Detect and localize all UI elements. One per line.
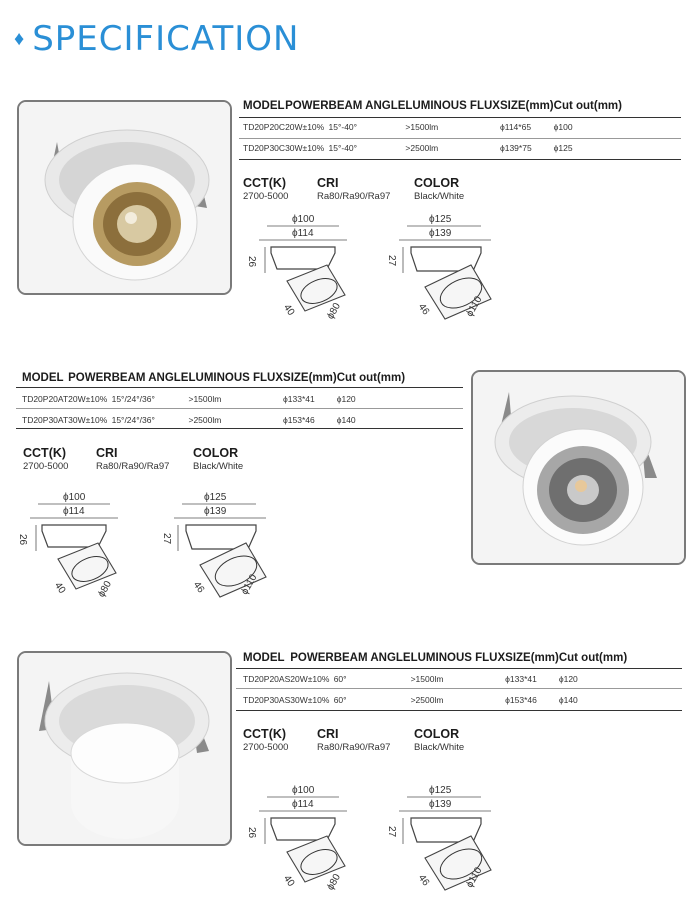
cell-luminous-flux: >2500lm	[410, 694, 444, 705]
cri-label: CRI	[317, 176, 339, 190]
col-header-cut-out: Cut out(mm)	[553, 100, 622, 112]
col-header-beam-angle: BEAM ANGLE	[333, 652, 411, 664]
dim-height: 27	[386, 255, 397, 267]
dim-height: 26	[246, 827, 257, 839]
dim-diameter: ϕ80	[325, 301, 344, 322]
table-rule	[239, 159, 681, 160]
col-header-model: MODEL	[22, 372, 64, 384]
spec-table	[243, 96, 622, 158]
cell-power: 20W±10%	[68, 393, 108, 404]
cell-luminous-flux: >2500lm	[405, 142, 439, 153]
dim-height: 27	[386, 826, 397, 838]
downlight-image	[473, 372, 684, 563]
cell-cut-out: ϕ100	[553, 121, 573, 132]
cct-block	[243, 727, 288, 753]
dim-top: ϕ100	[63, 492, 86, 503]
dim-outer: ϕ114	[292, 228, 314, 239]
cct-label: CCT(K)	[23, 446, 67, 460]
dimension-drawing-large	[386, 782, 499, 892]
dim-depth: 46	[190, 579, 207, 596]
product-photo-reflector	[471, 370, 686, 565]
dim-height: 27	[161, 533, 172, 545]
cell-power: 30W±10%	[285, 142, 325, 153]
cri-label: CRI	[317, 727, 339, 741]
cell-power: 20W±10%	[290, 673, 330, 684]
product-photo-diffuser	[17, 651, 232, 846]
dim-depth: 40	[281, 873, 297, 889]
diamond-icon: ♦	[14, 28, 25, 50]
cell-size: ϕ114*65	[499, 121, 532, 132]
cell-size: ϕ139*75	[499, 142, 532, 153]
col-header-power: POWER	[290, 652, 334, 664]
cell-cut-out: ϕ140	[558, 694, 578, 705]
table-rule	[239, 117, 681, 118]
dimension-drawing-small	[247, 211, 357, 321]
cell-size: ϕ133*41	[283, 393, 315, 404]
cell-cut-out: ϕ120	[336, 393, 356, 404]
downlight-image	[19, 653, 230, 844]
cell-cut-out: ϕ125	[553, 142, 573, 153]
color-block	[414, 727, 464, 753]
cell-luminous-flux: >1500lm	[188, 393, 222, 404]
dimension-drawing-small	[247, 782, 357, 892]
col-header-size: SIZE(mm)	[499, 100, 554, 112]
dim-top: ϕ100	[292, 214, 315, 225]
cell-cut-out: ϕ120	[558, 673, 578, 684]
table-row	[22, 409, 405, 430]
cell-model: TD20P20C	[243, 121, 286, 132]
table-rule	[239, 138, 681, 139]
color-label: COLOR	[193, 446, 239, 460]
cell-size: ϕ153*46	[505, 694, 537, 705]
cell-model: TD20P30AS	[243, 694, 291, 705]
dim-depth: 40	[281, 302, 297, 318]
cct-value: 2700-5000	[243, 742, 289, 753]
cri-value: Ra80/Ra90/Ra97	[317, 742, 391, 753]
col-header-beam-angle: BEAM ANGLE	[328, 100, 406, 112]
col-header-size: SIZE(mm)	[283, 372, 337, 384]
table-rule	[16, 387, 463, 388]
page-header	[14, 16, 300, 62]
spec-table-header	[22, 368, 405, 388]
page-title: SPECIFICATION	[32, 19, 300, 59]
cri-label: CRI	[96, 446, 118, 460]
dimension-drawing-large	[161, 489, 274, 599]
cell-cut-out: ϕ140	[336, 414, 356, 425]
cell-size: ϕ133*41	[505, 673, 537, 684]
col-header-power: POWER	[68, 372, 112, 384]
table-rule	[236, 688, 682, 689]
dimension-drawing-large	[386, 211, 499, 321]
dim-top: ϕ125	[204, 492, 227, 503]
table-row	[22, 388, 405, 409]
dim-height: 26	[17, 534, 28, 546]
cct-block	[23, 446, 68, 472]
downlight-image	[19, 102, 230, 293]
cri-block	[96, 446, 169, 472]
cri-block	[317, 176, 390, 202]
cell-model: TD20P20AS	[243, 673, 291, 684]
cct-value: 2700-5000	[23, 461, 69, 472]
cell-power: 30W±10%	[290, 694, 330, 705]
dim-diameter: ϕ110	[464, 865, 485, 890]
dim-outer: ϕ139	[204, 506, 227, 517]
col-header-model: MODEL	[243, 652, 285, 664]
cell-model: TD20P20AT	[22, 393, 69, 404]
dim-top: ϕ100	[292, 785, 315, 796]
cell-beam-angle: 15°-40°	[328, 142, 358, 153]
dim-depth: 40	[52, 580, 68, 596]
color-label: COLOR	[414, 176, 460, 190]
cct-label: CCT(K)	[243, 727, 287, 741]
cell-power: 30W±10%	[68, 414, 108, 425]
cell-luminous-flux: >2500lm	[188, 414, 222, 425]
col-header-cut-out: Cut out(mm)	[336, 372, 406, 384]
dim-depth: 46	[415, 872, 432, 889]
cell-size: ϕ153*46	[283, 414, 315, 425]
dim-outer: ϕ139	[429, 799, 452, 810]
dim-top: ϕ125	[429, 785, 452, 796]
table-row	[243, 668, 627, 689]
color-value: Black/White	[193, 461, 244, 472]
table-rule	[16, 428, 463, 429]
cri-block	[317, 727, 390, 753]
col-header-luminous-flux: LUMINOUS FLUX	[410, 652, 506, 664]
cell-power: 20W±10%	[285, 121, 325, 132]
cell-luminous-flux: >1500lm	[405, 121, 439, 132]
table-row	[243, 137, 622, 158]
dim-diameter: ϕ80	[96, 579, 115, 600]
dim-outer: ϕ114	[292, 799, 314, 810]
dim-top: ϕ125	[429, 214, 452, 225]
table-rule	[236, 668, 682, 669]
col-header-cut-out: Cut out(mm)	[558, 652, 628, 664]
dim-diameter: ϕ110	[464, 294, 485, 319]
table-rule	[16, 408, 463, 409]
cell-beam-angle: 15°/24°/36°	[111, 414, 155, 425]
dim-diameter: ϕ110	[239, 572, 260, 597]
table-rule	[236, 710, 682, 711]
dim-outer: ϕ114	[63, 506, 85, 517]
product-photo-cob-trimmed	[17, 100, 232, 295]
cell-beam-angle: 15°/24°/36°	[111, 393, 155, 404]
color-block	[193, 446, 243, 472]
col-header-model: MODEL	[243, 100, 285, 112]
cell-model: TD20P30AT	[22, 414, 69, 425]
table-row	[243, 689, 627, 710]
color-block	[414, 176, 464, 202]
col-header-luminous-flux: LUMINOUS FLUX	[405, 100, 500, 112]
dim-diameter: ϕ80	[325, 872, 344, 893]
cell-beam-angle: 60°	[333, 694, 347, 705]
cri-value: Ra80/Ra90/Ra97	[317, 191, 391, 202]
color-value: Black/White	[414, 191, 465, 202]
table-row	[243, 116, 622, 137]
cell-luminous-flux: >1500lm	[410, 673, 444, 684]
col-header-size: SIZE(mm)	[505, 652, 559, 664]
color-value: Black/White	[414, 742, 465, 753]
cct-label: CCT(K)	[243, 176, 287, 190]
dim-outer: ϕ139	[429, 228, 452, 239]
cell-beam-angle: 15°-40°	[328, 121, 358, 132]
cct-value: 2700-5000	[243, 191, 289, 202]
spec-table-header	[243, 648, 627, 668]
spec-table-header	[243, 96, 622, 116]
col-header-power: POWER	[285, 100, 329, 112]
spec-table	[22, 368, 405, 430]
cell-model: TD20P30C	[243, 142, 286, 153]
cell-beam-angle: 60°	[333, 673, 347, 684]
col-header-luminous-flux: LUMINOUS FLUX	[188, 372, 284, 384]
cri-value: Ra80/Ra90/Ra97	[96, 461, 170, 472]
dimension-drawing-small	[18, 489, 128, 599]
cct-block	[243, 176, 288, 202]
col-header-beam-angle: BEAM ANGLE	[111, 372, 189, 384]
dim-height: 26	[246, 256, 257, 268]
dim-depth: 46	[415, 301, 432, 318]
color-label: COLOR	[414, 727, 460, 741]
spec-table	[243, 648, 627, 710]
